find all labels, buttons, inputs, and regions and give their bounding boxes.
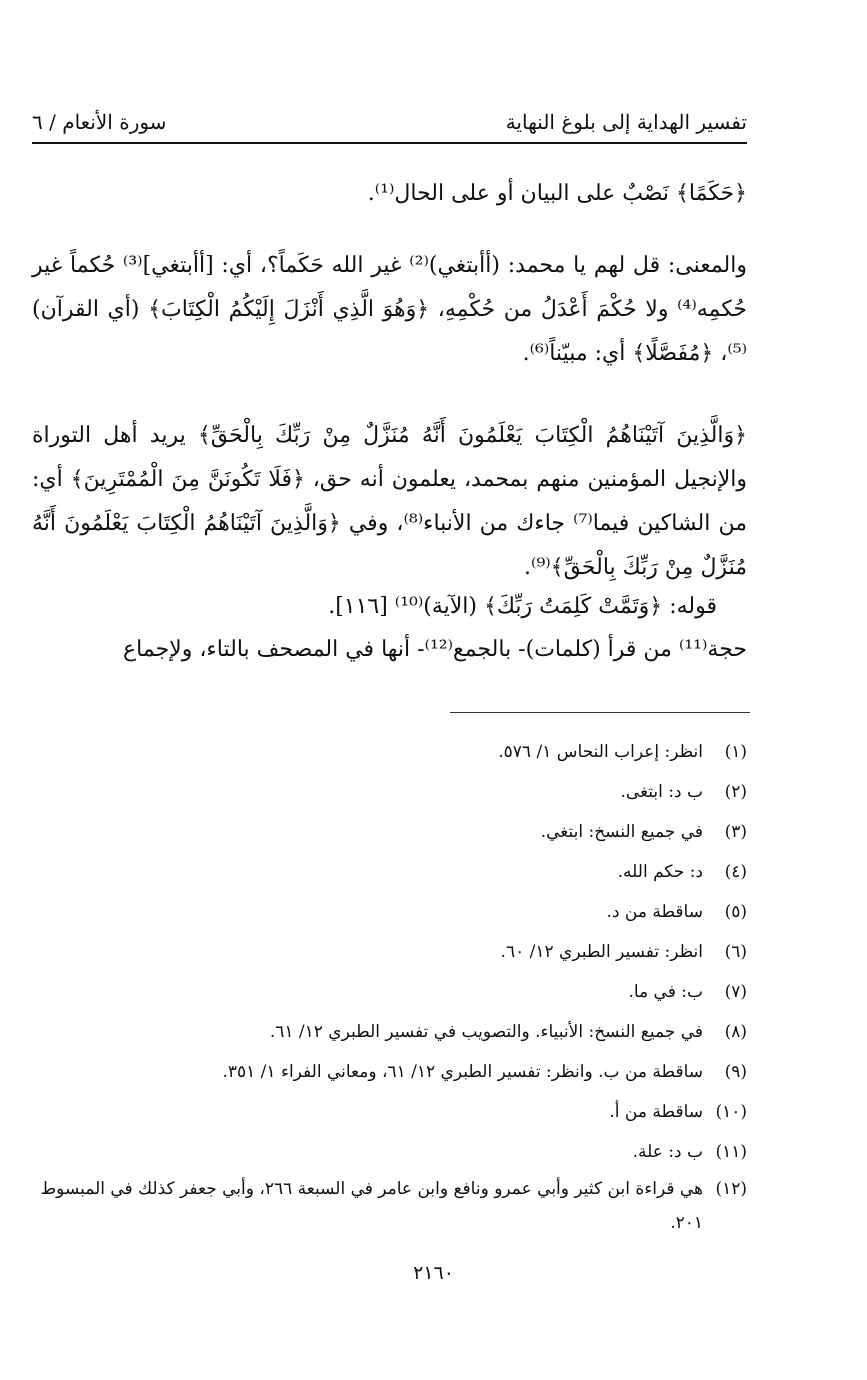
- footnote-number: (٨): [724, 1022, 747, 1042]
- footnote-separator: [450, 712, 750, 713]
- footnote-text: ساقطة من ب. وانظر: تفسير الطبري ١٢/ ٦١، ومعاني الفراء ١/ ٣٥١.: [222, 1062, 703, 1082]
- body-paragraph-2: والمعنى: قل لهم يا محمد: (أأبتغي)⁽²⁾ غير الله حَكَماً؟، أي: [أأبتغي]⁽³⁾ حُكماً غير حُكمِه⁽⁴⁾ ولا حُكْمَ أَعْدَلُ من حُكْمِهِ، ﴿وَهُوَ الَّذِي أَنْزَلَ إِلَيْكُمُ الْكِتَابَ﴾ (أي القرآن)⁽⁵⁾، ﴿مُفَصَّلًا﴾ أي: مبيّناً⁽⁶⁾.: [32, 253, 747, 366]
- footnote-text: د: حكم الله.: [617, 862, 703, 882]
- footnote-number: (١٢): [715, 1179, 747, 1199]
- footnote-number: (٤): [724, 862, 747, 882]
- footnote-item: [40, 1052, 747, 1092]
- footnote-number: (٢): [724, 782, 747, 802]
- body-paragraph-4: قوله: ﴿وَتَمَّتْ كَلِمَتُ رَبِّكَ﴾ (الآية)⁽¹⁰⁾ [١١٦].: [328, 594, 717, 619]
- footnote-item: [40, 1092, 747, 1132]
- footnote-item: [40, 772, 747, 812]
- footnote-item: [40, 1132, 747, 1172]
- footnote-number: (١١): [715, 1142, 747, 1162]
- footnote-item: [40, 932, 747, 972]
- running-header: [32, 110, 747, 144]
- footnote-text: ب د: علة.: [632, 1142, 703, 1162]
- footnote-text: ساقطة من د.: [606, 902, 703, 922]
- footnote-number: (٩): [724, 1062, 747, 1082]
- footnote-text: في جميع النسخ: الأنبياء. والتصويب في تفسير الطبري ١٢/ ٦١.: [269, 1022, 703, 1042]
- footnote-number: (٧): [724, 982, 747, 1002]
- footnote-number: (٦): [724, 942, 747, 962]
- footnote-number: (٥): [724, 902, 747, 922]
- body-paragraph-3: ﴿وَالَّذِينَ آتَيْنَاهُمُ الْكِتَابَ يَعْلَمُونَ أَنَّهُ مُنَزَّلٌ مِنْ رَبِّكَ بِالْحَقِّ﴾ يريد أهل التوراة والإنجيل المؤمنين منهم بمحمد، يعلمون أنه حق، ﴿فَلَا تَكُونَنَّ مِنَ الْمُمْتَرِينَ﴾ أي: من الشاكين فيما⁽⁷⁾ جاءك من الأنباء⁽⁸⁾، وفي ﴿وَالَّذِينَ آتَيْنَاهُمُ الْكِتَابَ يَعْلَمُونَ أَنَّهُ مُنَزَّلٌ مِنْ رَبِّكَ بِالْحَقِّ﴾⁽⁹⁾.: [32, 423, 747, 580]
- surah-label: سورة الأنعام / ٦: [32, 110, 167, 134]
- footnote-number: (١٠): [715, 1102, 747, 1122]
- footnote-list: [40, 732, 747, 1240]
- footnote-text: ب د: ابتغى.: [620, 782, 703, 802]
- footnote-text: انظر: إعراب النحاس ١/ ٥٧٦.: [498, 742, 703, 762]
- footnote-text: هي قراءة ابن كثير وأبي عمرو ونافع وابن عامر في السبعة ٢٦٦، وأبي جعفر كذلك في المبسوط ٢٠١.: [40, 1179, 703, 1233]
- body-paragraph-5: حجة⁽¹¹⁾ من قرأ (كلمات)- بالجمع⁽¹²⁾- أنها في المصحف بالتاء، ولإجماع: [123, 637, 747, 662]
- body-paragraph-1: ﴿حَكَمًا﴾ نَصْبٌ على البيان أو على الحال⁽¹⁾.: [367, 181, 747, 206]
- book-title: تفسير الهداية إلى بلوغ النهاية: [505, 110, 747, 134]
- footnote-item: [40, 892, 747, 932]
- footnote-text: ب: في ما.: [628, 982, 703, 1002]
- footnote-item: [40, 1172, 747, 1240]
- page-number: ٢١٦٠: [413, 1262, 454, 1284]
- header-rule: [32, 142, 747, 144]
- footnote-text: ساقطة من أ.: [609, 1102, 703, 1122]
- footnote-item: [40, 972, 747, 1012]
- footnote-item: [40, 852, 747, 892]
- footnote-item: [40, 812, 747, 852]
- footnote-item: [40, 732, 747, 772]
- footnote-text: في جميع النسخ: ابتغي.: [540, 822, 703, 842]
- footnote-number: (٣): [724, 822, 747, 842]
- footnote-number: (١): [724, 742, 747, 762]
- footnote-text: انظر: تفسير الطبري ١٢/ ٦٠.: [500, 942, 703, 962]
- footnote-item: [40, 1012, 747, 1052]
